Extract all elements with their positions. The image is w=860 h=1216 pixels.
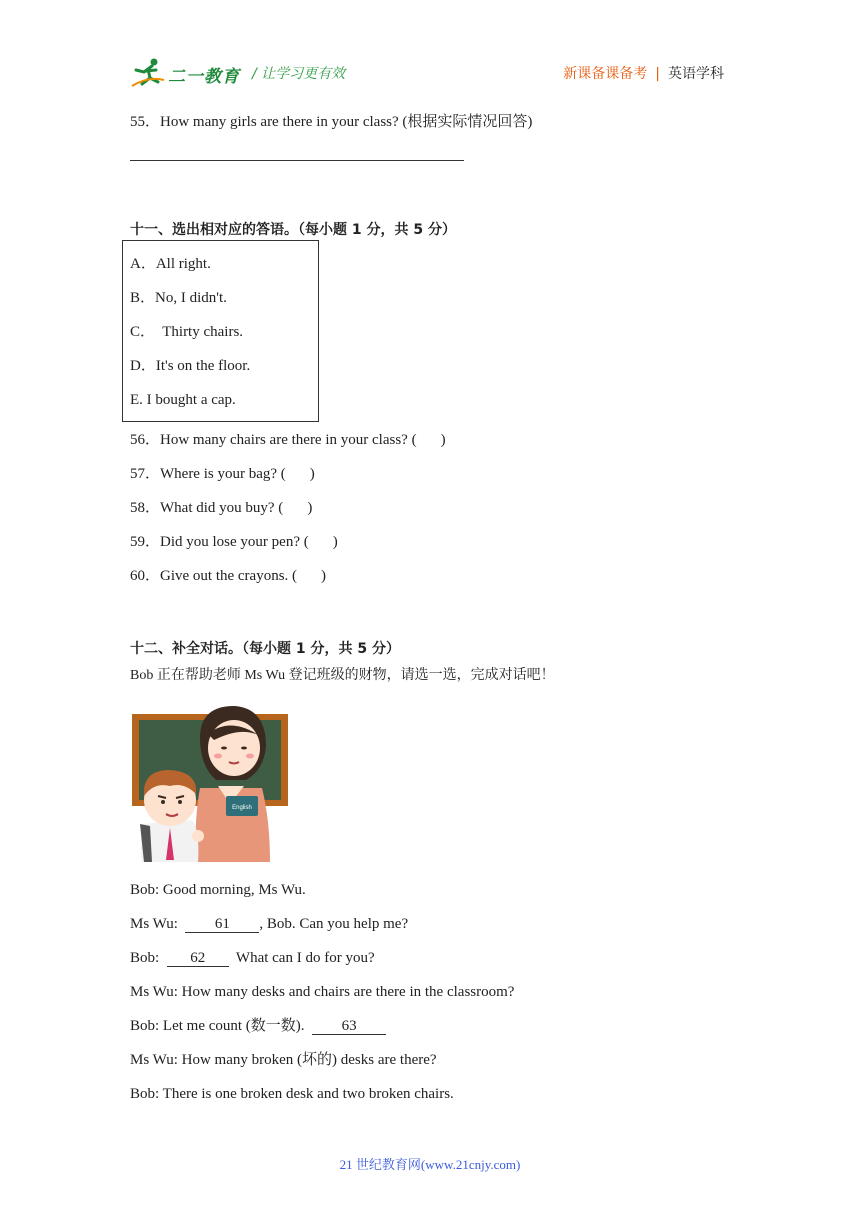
teacher-student-illustration (130, 700, 292, 864)
header-tagline: 新课备课备考 (563, 66, 648, 82)
runner-logo-icon (130, 56, 166, 88)
dialogue-line-2-speaker: Ms Wu: (130, 916, 182, 932)
blank-63[interactable]: 63 (312, 1018, 386, 1035)
close-paren: ) (332, 534, 338, 550)
option-e: E. I bought a cap. (130, 392, 236, 408)
dialogue-line-2 (130, 914, 408, 934)
dialogue-line-7: Bob: There is one broken desk and two broken chairs. (130, 1086, 454, 1102)
dialogue-line-3-speaker: Bob: (130, 950, 163, 966)
logo-text: 二一教育 (168, 67, 240, 87)
section-12-intro: Bob 正在帮助老师 Ms Wu 登记班级的财物，请选一选，完成对话吧！ (130, 668, 555, 683)
dialogue-line-5 (130, 1016, 386, 1036)
dialogue-line-6: Ms Wu: How many broken (坏的) desks are there? (130, 1052, 437, 1068)
question-56 (130, 430, 446, 450)
close-paren: ) (309, 466, 315, 482)
question-56-text: 56．How many chairs are there in your class? ( (130, 432, 417, 448)
header-subject-label: 英语学科 (668, 66, 724, 82)
blank-62[interactable]: 62 (167, 950, 229, 967)
question-60-text: 60．Give out the crayons. ( (130, 568, 298, 584)
section-11-title: 十一、选出相对应的答语。（每小题 1 分，共 5 分） (130, 222, 456, 238)
question-58-text: 58．What did you buy? ( (130, 500, 284, 516)
page-header (130, 56, 730, 90)
question-57-text: 57．Where is your bag? ( (130, 466, 286, 482)
option-a: A．All right. (130, 256, 211, 272)
question-57 (130, 464, 315, 484)
book-label: English (232, 805, 252, 811)
dialogue-line-3-rest: What can I do for you? (228, 950, 375, 966)
close-paren: ) (440, 432, 446, 448)
blank-61[interactable]: 61 (185, 916, 259, 933)
close-paren: ) (307, 500, 313, 516)
header-separator: | (655, 66, 660, 82)
option-d: D．It's on the floor. (130, 358, 251, 374)
close-paren: ) (321, 568, 327, 584)
dialogue-line-1: Bob: Good morning, Ms Wu. (130, 882, 306, 898)
question-59-text: 59．Did you lose your pen? ( (130, 534, 309, 550)
dialogue-line-3 (130, 948, 375, 968)
dialogue-line-5-text: Bob: Let me count (数一数). (130, 1018, 309, 1034)
dialogue-line-2-rest: , Bob. Can you help me? (259, 916, 409, 932)
option-b: B．No, I didn't. (130, 290, 227, 306)
question-59 (130, 532, 338, 552)
section-12-title: 十二、补全对话。（每小题 1 分，共 5 分） (130, 641, 400, 657)
question-60 (130, 566, 326, 586)
header-subject (563, 63, 724, 83)
answer-line-55[interactable] (130, 160, 464, 161)
question-58 (130, 498, 312, 518)
page-footer: 21 世纪教育网(www.21cnjy.com) (339, 1157, 521, 1172)
slogan: / 让学习更有效 (252, 66, 346, 82)
dialogue-line-4: Ms Wu: How many desks and chairs are there in the classroom? (130, 984, 515, 1000)
option-c: C． Thirty chairs. (130, 324, 244, 340)
question-55: 55．How many girls are there in your class? (根据实际情况回答) (130, 114, 533, 130)
